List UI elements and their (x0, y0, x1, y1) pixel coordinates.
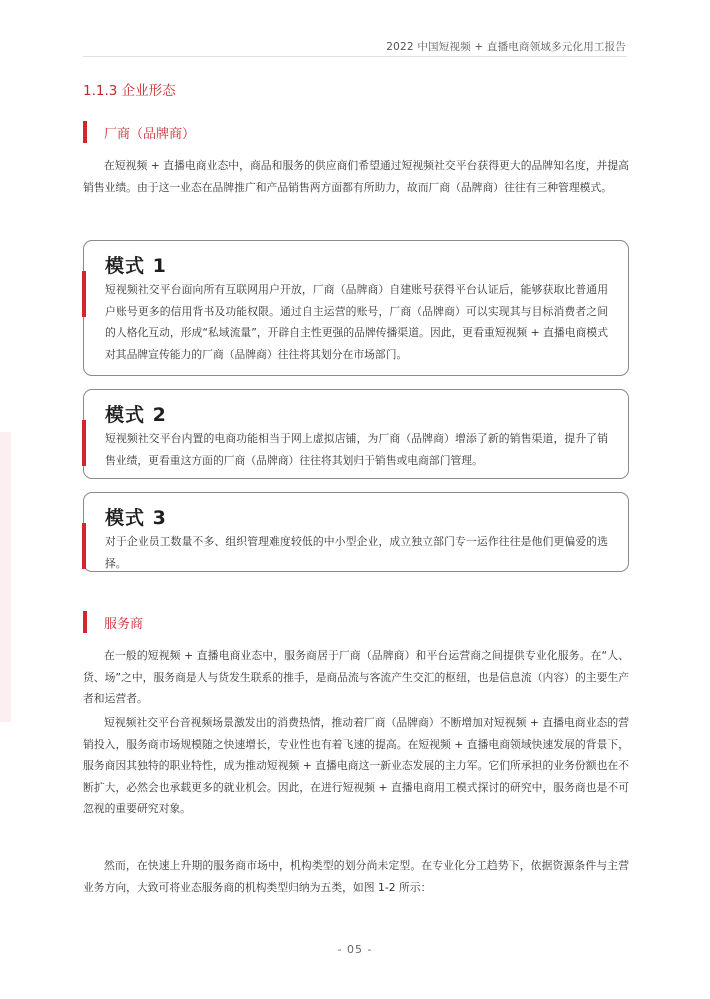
manufacturer-intro: 在短视频 + 直播电商业态中，商品和服务的供应商们希望通过短视频社交平台获得更大的品牌知名度，并提高销售业绩。由于这一业态在品牌推广和产品销售两方面都有所助力，故而厂商（品牌商）往往有三种管理模式。 (83, 159, 629, 194)
page-number: - 05 - (337, 943, 373, 956)
service-paragraph-1: 在一般的短视频 + 直播电商业态中，服务商居于厂商（品牌商）和平台运营商之间提供专业化服务。在“人、货、场”之中，服务商是人与货发生联系的推手，是商品流与客流产生交汇的枢纽，也是信息流（内容）的主要生产者和运营者。 (83, 649, 629, 705)
mode-title: 模式 3 (105, 507, 167, 529)
mode-card-1 (83, 240, 629, 376)
service-paragraph-3: 然而，在快速上升期的服务商市场中，机构类型的划分尚未定型。在专业化分工趋势下，依据资源条件与主营业务方向，大致可将业态服务商的机构类型归纳为五类，如图 1-2 所示： (83, 859, 629, 894)
mode-text: 短视频社交平台面向所有互联网用户开放，厂商（品牌商）自建账号获得平台认证后，能够获取比普通用户账号更多的信用背书及功能权限。通过自主运营的账号，厂商（品牌商）可以实现其与目标消费者之间的人格化互动，形成“私域流量”，开辟自主性更强的品牌传播渠道。因此，更看重短视频 + 直播电商模式对其品牌宣传能力的厂商（品牌商）往往将其划分在市场部门。 (105, 283, 608, 361)
accent-bar (82, 523, 86, 569)
accent-bar (83, 121, 87, 143)
mode-text: 短视频社交平台内置的电商功能相当于网上虚拟店铺，为厂商（品牌商）增添了新的销售渠道，提升了销售业绩，更看重这方面的厂商（品牌商）往往将其划归于销售或电商部门管理。 (105, 432, 608, 467)
accent-bar (82, 271, 86, 317)
service-subheading (83, 611, 143, 633)
section-heading: 1.1.3 企业形态 (83, 83, 176, 99)
decorative-side-strip (0, 432, 11, 722)
accent-bar (83, 611, 87, 633)
mode-title: 模式 2 (105, 404, 167, 426)
report-title: 2022 中国短视频 + 直播电商领域多元化用工报告 (386, 41, 626, 53)
header-divider (83, 56, 627, 57)
mode-text: 对于企业员工数量不多、组织管理难度较低的中小型企业，成立独立部门专一运作往往是他们更偏爱的选择。 (105, 535, 608, 570)
mode-card-2 (83, 389, 629, 479)
manufacturer-title: 厂商（品牌商） (104, 126, 196, 142)
service-title: 服务商 (104, 616, 144, 632)
service-paragraph-2: 短视频社交平台音视频场景激发出的消费热情，推动着厂商（品牌商）不断增加对短视频 + 直播电商业态的营销投入，服务商市场规模随之快速增长，专业性也有着飞速的提高。在短视频 + 直播电商领域快速发展的背景下，服务商因其独特的职业特性，成为推动短视频 + 直播电商这一新业态发展的主力军。它们所承担的业务份额也在不断扩大，必然会也承载更多的就业机会。因此，在进行短视频 + 直播电商用工模式探讨的研究中，服务商也是不可忽视的重要研究对象。 (83, 716, 629, 815)
accent-bar (82, 420, 86, 466)
mode-title: 模式 1 (105, 255, 167, 277)
manufacturer-subheading (83, 121, 195, 143)
mode-card-3 (83, 492, 629, 572)
